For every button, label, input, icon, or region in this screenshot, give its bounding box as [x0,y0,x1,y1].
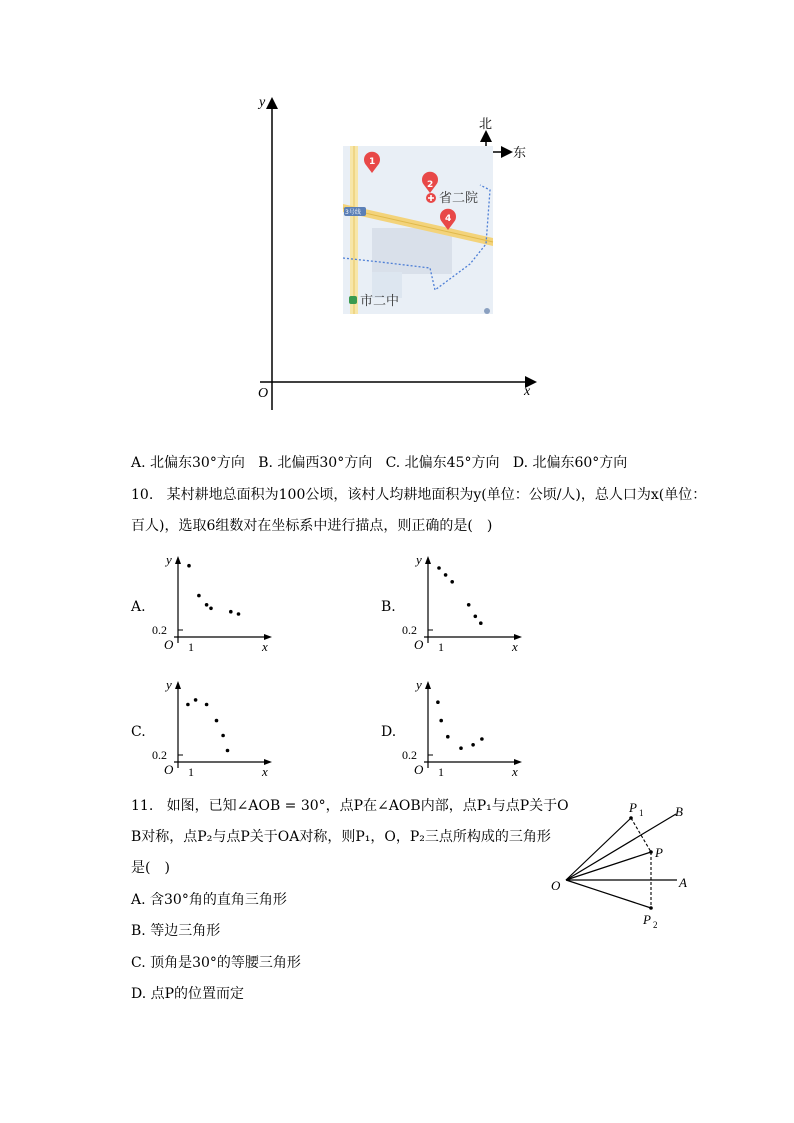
data-point-4 [467,603,471,607]
data-point-5 [229,610,233,614]
q10-graph-c[interactable] [130,675,280,780]
q11-option-d[interactable]: D. 点P的位置而定 [131,986,245,1002]
tick-one-label: 1 [188,640,194,654]
data-point-3 [205,603,209,607]
tick-0-2-label: 0.2 [402,748,417,762]
data-point-3 [450,580,454,584]
x-axis-label: x [524,384,531,399]
q10-graph-b[interactable] [380,550,530,655]
data-point-5 [474,615,478,619]
data-point-5 [221,734,225,738]
x-axis-label: x [512,764,518,779]
q10-option-a-label[interactable]: A. [131,599,146,615]
y-arrow [175,681,181,689]
origin-label: O [414,637,424,652]
data-point-2 [197,594,201,598]
q10-graph-d[interactable] [380,675,530,780]
q11-option-b[interactable]: B. 等边三角形 [131,923,221,939]
svg-text:4: 4 [445,214,452,224]
q11-angle-figure [545,795,705,935]
label-p2-sub: 2 [653,920,658,930]
data-point-2 [439,719,443,723]
q11-option-a[interactable]: A. 含30°角的直角三角形 [131,892,287,908]
q10-stem-line1: 某村耕地总面积为100公顷，该村人均耕地面积为y(单位：公顷/人)，总人口为x(单位： [166,487,707,503]
y-axis-label: y [416,552,422,567]
compass-east-label: 东 [513,146,527,161]
data-point-4 [209,607,213,611]
origin-label: O [164,637,174,652]
data-point-2 [444,573,448,577]
y-arrow [425,681,431,689]
data-point-6 [480,737,484,741]
segment-op2 [566,880,651,908]
q11-stem-line2: B对称，点P₂与点P关于OA对称，则P₁，O，P₂三点所构成的三角形 [131,829,551,845]
label-p2: P [643,912,651,927]
q11-number: 11. [131,798,154,814]
y-axis-label: y [416,677,422,692]
label-a: A [679,875,687,890]
label-p1: P [629,800,637,815]
q9-options-row [131,453,627,473]
data-point-6 [479,621,483,625]
q11-stem-line1: 如图，已知∠AOB = 30°，点P在∠AOB内部，点P₁与点P关于O [166,798,569,814]
road-tag-label: 3号线 [345,209,361,216]
q9-option-d[interactable]: D. 北偏东60°方向 [512,455,628,471]
y-arrow [425,556,431,564]
q9-option-a[interactable]: A. 北偏东30°方向 [131,455,245,471]
label-p1-sub: 1 [639,808,644,818]
origin-label: O [414,762,424,777]
data-point-1 [187,564,191,568]
q11-option-c[interactable]: C. 顶角是30°的等腰三角形 [131,955,301,971]
q11-line-1 [131,796,569,816]
q9-option-b[interactable]: B. 北偏西30°方向 [258,455,373,471]
q10-option-b-label[interactable]: B. [381,599,396,615]
tick-0-2-label: 0.2 [152,623,167,637]
q11-line-3 [131,858,170,878]
data-point-1 [186,703,190,707]
compass-north-label: 北 [479,117,493,132]
y-arrow [175,556,181,564]
x-axis-label: x [262,764,268,779]
q10-line-2 [131,516,492,536]
school-label: 市二中 [360,294,400,309]
data-point-4 [459,746,463,750]
y-axis-label: y [166,677,172,692]
q10-graph-a[interactable] [130,550,280,655]
data-point-2 [194,698,198,702]
q10-option-c-label[interactable]: C. [131,724,146,740]
data-point-5 [471,743,475,747]
label-p: P [655,845,663,860]
q10-line-1 [131,485,706,505]
q9-coordinate-figure [250,90,550,420]
q11-line-2 [131,827,551,847]
data-point-1 [437,566,441,570]
q11-stem-line3: 是( ) [131,860,170,876]
tick-one-label: 1 [188,765,194,779]
tick-0-2-label: 0.2 [402,623,417,637]
origin-label: O [258,386,269,401]
y-axis-label: y [259,95,266,110]
segment-op1 [566,818,631,880]
x-axis-label: x [262,639,268,654]
label-b: B [675,804,683,819]
origin-label: O [164,762,174,777]
data-point-4 [215,719,219,723]
tick-one-label: 1 [438,765,444,779]
label-o: O [551,878,561,893]
q9-option-c[interactable]: C. 北偏东45°方向 [385,455,500,471]
data-point-3 [446,735,450,739]
data-point-6 [237,612,241,616]
q10-option-d-label[interactable]: D. [381,724,397,740]
tick-0-2-label: 0.2 [152,748,167,762]
data-point-6 [226,749,230,753]
school-icon [349,296,357,304]
segment-op [566,852,651,880]
y-axis-label: y [166,552,172,567]
svg-text:2: 2 [427,180,434,190]
data-point-1 [436,700,440,704]
hospital-label: 省二院 [439,191,479,206]
tick-one-label: 1 [438,640,444,654]
data-point-3 [205,703,209,707]
svg-text:1: 1 [369,157,376,167]
x-axis-label: x [512,639,518,654]
map-image [343,146,493,314]
q10-number: 10. [131,487,154,503]
q10-stem-line2: 百人)，选取6组数对在坐标系中进行描点，则正确的是( ) [131,518,493,534]
